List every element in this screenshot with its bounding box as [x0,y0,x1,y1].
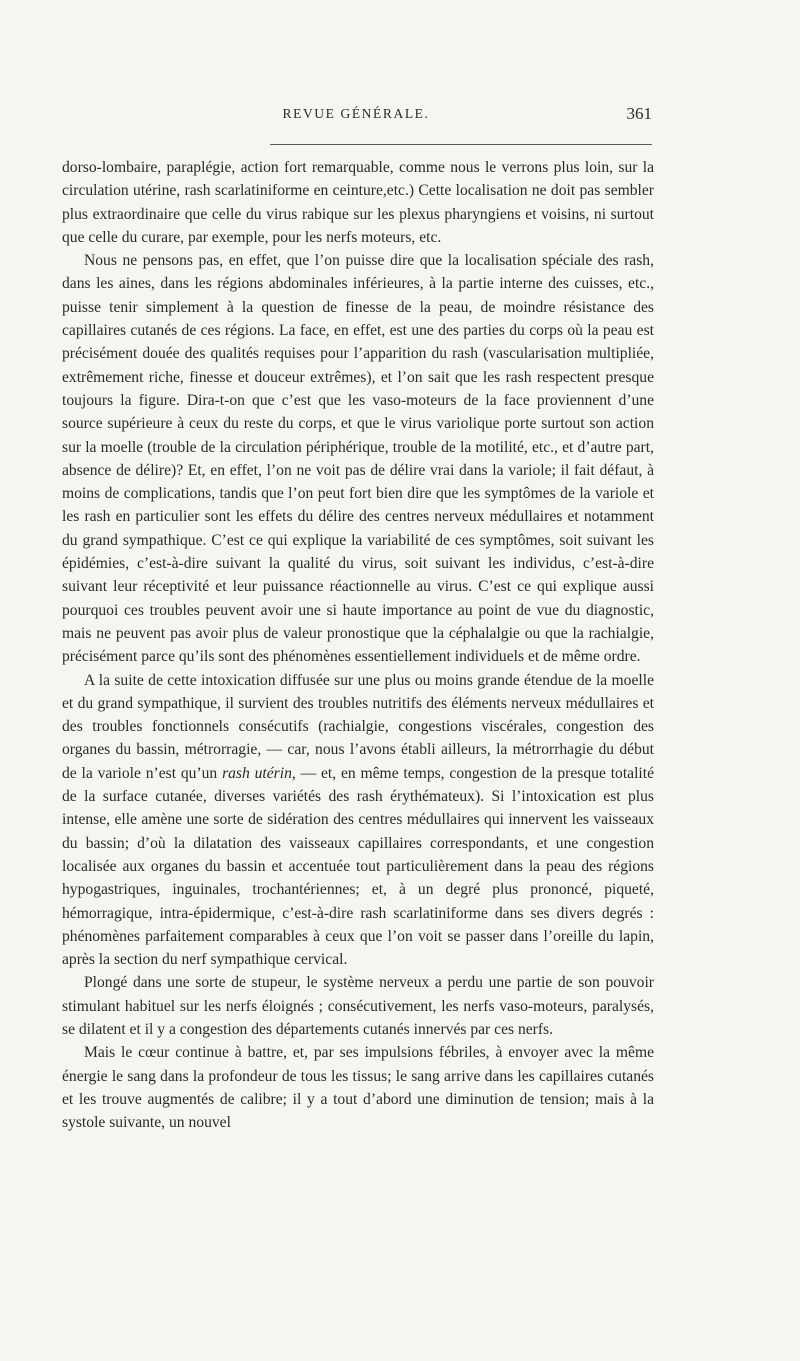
paragraph-continuation: dorso-lombaire, paraplégie, action fort remarquable, comme nous le verrons plus loin, sur la circulation utérine, rash scarlatiniforme en ceinture,etc.) Cette localisation ne doit pas sembler plus extraordinaire que celle du virus rabique sur les plexus pharyngiens et voisins, ni surtout que celle du curare, par exemple, pour les nerfs moteurs, etc. [62,159,654,246]
paragraph-intoxication-end: , — et, en même temps, congestion de la presque totalité de la surface cutanée, diverses variétés des rash érythémateux). Si l’intoxication est plus intense, elle amène une sorte de sidération des centres médullaires qui innervent les vaisseaux du bassin; d’où la dilatation des vaisseaux capillaires correspondants, et une congestion localisée aux organes du bassin et accentuée tout particulièrement dans la peau des régions hypogastriques, inguinales, trochantériennes; et, à un degré plus prononcé, piqueté, hémorragique, intra-épidermique, c’est-à-dire rash scarlatiniforme dans ses divers degrés : phénomènes parfaitement comparables à ceux que l’on voit se passer dans l’oreille du lapin, après la section du nerf sympathique cervical. [62,764,654,969]
paragraph-intoxication-start: A la suite de cette intoxication diffusée sur une plus ou moins grande étendue de la moelle et du grand sympathique, il survient des troubles nutritifs des éléments nerveux médullaires et des troubles fonctionnels consécutifs (rachialgie, congestions viscérales, congestion des organes du bassin, métrorragie, — car, nous l’avons établi ailleurs, la métrorrhagie du début de la variole n’est qu’un [62,671,654,782]
running-head: REVUE GÉNÉRALE. [282,106,430,121]
paragraph-stupeur: Plongé dans une sorte de stupeur, le système nerveux a perdu une partie de son pouvoir stimulant habituel sur les nerfs éloignés ; consécutivement, les nerfs vaso-moteurs, paralysés, se dilatent et il y a congestion des départements cutanés innervés par ces nerfs. [62,974,654,1038]
body-text [62,156,654,1134]
paragraph-localisation: Nous ne pensons pas, en effet, que l’on puisse dire que la localisation spéciale des rash, dans les aines, dans les régions abdominales inférieures, à la partie interne des cuisses, etc., puisse tenir simplement à la question de finesse de la peau, de moindre résistance des capillaires cutanés de ces régions. La face, en effet, est une des parties du corps où la peau est précisément douée des qualités requises pour l’apparition du rash (vascularisation multipliée, extrêmement riche, finesse et douceur extrêmes), et l’on sait que les rash respectent presque toujours la figure. Dira-t-on que c’est que les vaso-moteurs de la face proviennent d’une source supérieure à ceux du reste du corps, et que le virus variolique porte surtout son action sur la moelle (trouble de la circulation périphérique, trouble de la motilité, etc., et d’autre part, absence de délire)? Et, en effet, l’on ne voit pas de délire vrai dans la variole; il fait défaut, à moins de complications, tandis que l’on peut fort bien dire que les symptômes de la variole et les rash en particulier sont les effets du délire des centres nerveux médullaires et notamment du grand sympathique. C’est ce qui explique la variabilité de ces symptômes, soit suivant les épidémies, c’est-à-dire suivant la qualité du virus, soit suivant les individus, c’est-à-dire suivant leur réceptivité et leur puissance réactionnelle au virus. C’est ce qui explique aussi pourquoi ces troubles peuvent avoir une si haute importance au point de vue du diagnostic, mais ne peuvent pas avoir plus de valeur pronostique que la céphalalgie ou que la rachialgie, précisément parce qu’ils sont des phénomènes essentiellement individuels et de même ordre. [62,252,654,666]
paragraph-intoxication [62,669,654,972]
page-header [60,106,652,132]
header-rule [270,144,652,145]
paragraph-coeur: Mais le cœur continue à battre, et, par ses impulsions fébriles, à envoyer avec la même énergie le sang dans la profondeur de tous les tissus; le sang arrive dans les capillaires cutanés et les trouve augmentés de calibre; il y a tout d’abord une diminution de tension; mais à la systole suivante, un nouvel [62,1044,654,1132]
italic-term: rash utérin [222,764,292,782]
page-number: 361 [626,104,652,123]
